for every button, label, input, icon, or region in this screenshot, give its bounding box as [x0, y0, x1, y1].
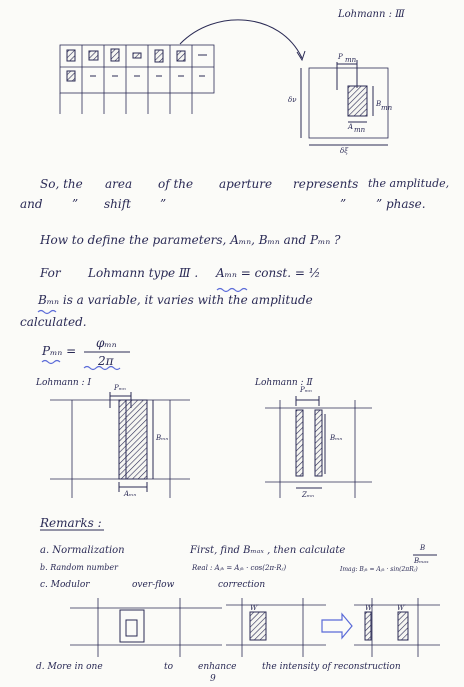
lohmann-1-figure — [50, 392, 190, 498]
calculated-word: calculated. — [20, 315, 87, 329]
aperture-cell-detail — [301, 60, 388, 145]
para1-word-5: represents — [293, 177, 359, 191]
page-header-title: Lohmann : Ⅲ — [338, 9, 405, 20]
lohmann-1-p-label: Pₘₙ — [114, 384, 126, 392]
remark-d-rest: the intensity of reconstruction — [262, 662, 401, 672]
lohmann-2-p-label: Pₘₙ — [300, 386, 312, 394]
lohmann-1-a-label: Aₘₙ — [124, 490, 137, 498]
remark-a-label: a. Normalization — [40, 545, 125, 556]
question-line: How to define the parameters, Aₘₙ, Bₘₙ and Pₘₙ ? — [40, 233, 341, 247]
b-mn-sentence: Bₘₙ is a variable, it varies with the amplitude — [38, 293, 313, 307]
remark-b-imag: Imag: Bⱼₖ = Aⱼₖ · sin(2πRⱼ) — [340, 566, 418, 573]
para1-line2-phase: ” phase. — [376, 197, 426, 211]
lohmann-1-b-label: Bₘₙ — [156, 434, 169, 442]
para1-line2-ditto-2: ” — [160, 197, 167, 211]
remark-c-mid: over-flow — [132, 580, 175, 590]
remark-a-fraction-num: B — [420, 544, 426, 552]
w-prime-label-1: W′ — [250, 604, 259, 612]
remark-c-label: c. Modulor — [40, 580, 90, 590]
p-mn-label: P — [338, 53, 343, 61]
remark-c-text: correction — [218, 580, 266, 590]
remarks-title: Remarks : — [40, 516, 102, 530]
lohmann-2-b-label: Bₘₙ — [330, 434, 343, 442]
para1-word-3: of the — [158, 177, 194, 191]
para1-line2-word-1: and — [20, 197, 43, 211]
remark-d-to: to — [164, 662, 174, 672]
a-mn-equation: Aₘₙ = const. = ½ — [216, 266, 321, 280]
para1-line2-word-2: shift — [104, 197, 131, 211]
p-mn-numerator: φₘₙ — [96, 336, 117, 350]
lohmann-1-title: Lohmann : I — [36, 378, 91, 388]
for-label: For — [40, 266, 61, 280]
lohmann-type-label: Lohmann type Ⅲ . — [88, 266, 199, 280]
remark-d-enhance: enhance — [198, 662, 237, 672]
cell-grid-figure — [60, 45, 214, 114]
remark-d-label: d. More in one — [36, 662, 103, 672]
a-mn-label: A — [348, 123, 354, 131]
dy-label: δν — [288, 96, 297, 104]
para1-line2-ditto-1: ” — [72, 197, 79, 211]
b-mn-sub: mn — [381, 104, 393, 112]
p-mn-equation-left: Pₘₙ = — [42, 344, 77, 358]
dx-label: δξ — [340, 147, 349, 155]
remark-b-real: Real : Aⱼₖ = Aⱼₖ · cos(2π·Rⱼ) — [192, 564, 287, 572]
curved-arrow — [180, 20, 302, 58]
remark-b-label: b. Random number — [40, 563, 118, 572]
lohmann-2-title: Lohmann : Ⅱ — [255, 378, 313, 388]
para1-line2-ditto-3: ” — [340, 197, 347, 211]
remark-a-text: First, find Bₘₐₓ , then calculate — [190, 545, 346, 556]
p-mn-denominator: 2π — [98, 354, 114, 368]
para1-word-4: aperture — [219, 177, 273, 191]
b-mn-label: B — [376, 100, 382, 108]
w-prime-label-2: W′ — [365, 604, 374, 612]
a-mn-sub: mn — [354, 126, 366, 134]
w-prime-label-3: W′ — [397, 604, 406, 612]
remark-a-fraction-den: Bₘₐₓ — [414, 557, 429, 565]
para1-word-6: the amplitude, — [368, 177, 450, 190]
para1-word-1: So, the — [40, 177, 83, 191]
lohmann-2-figure — [265, 396, 372, 498]
lohmann-2-z-label: Zₘₙ — [302, 491, 314, 499]
p-mn-sub: mn — [345, 56, 357, 64]
page-number: 9 — [210, 674, 216, 684]
para1-word-2: area — [105, 177, 133, 191]
